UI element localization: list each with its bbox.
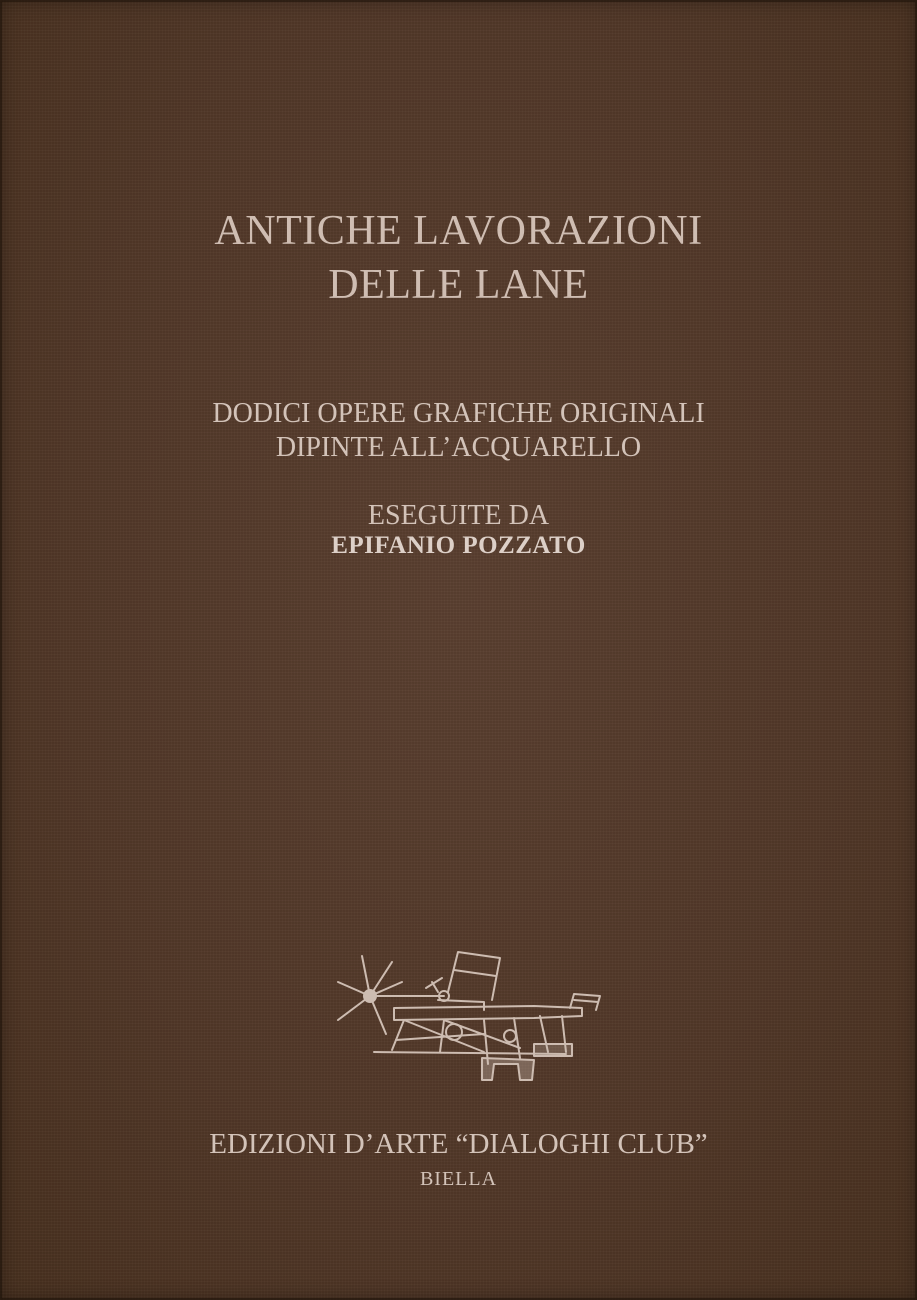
title-line-1: ANTICHE LAVORAZIONI [214, 208, 703, 254]
byline: ESEGUITE DA [367, 500, 550, 531]
artist-name: EPIFANIO POZZATO [331, 532, 586, 559]
title-line-2: DELLE LANE [328, 262, 589, 308]
cover-title [0, 204, 917, 312]
subtitle-line-2: DIPINTE ALL’ACQUARELLO [275, 432, 642, 463]
subtitle-line-1: DODICI OPERE GRAFICHE ORIGINALI [212, 398, 705, 429]
publisher-name: EDIZIONI D’ARTE “DIALOGHI CLUB” [209, 1128, 708, 1160]
publisher-city: BIELLA [419, 1168, 498, 1190]
printing-press-icon [334, 948, 606, 1088]
cover-subtitle [0, 397, 917, 465]
